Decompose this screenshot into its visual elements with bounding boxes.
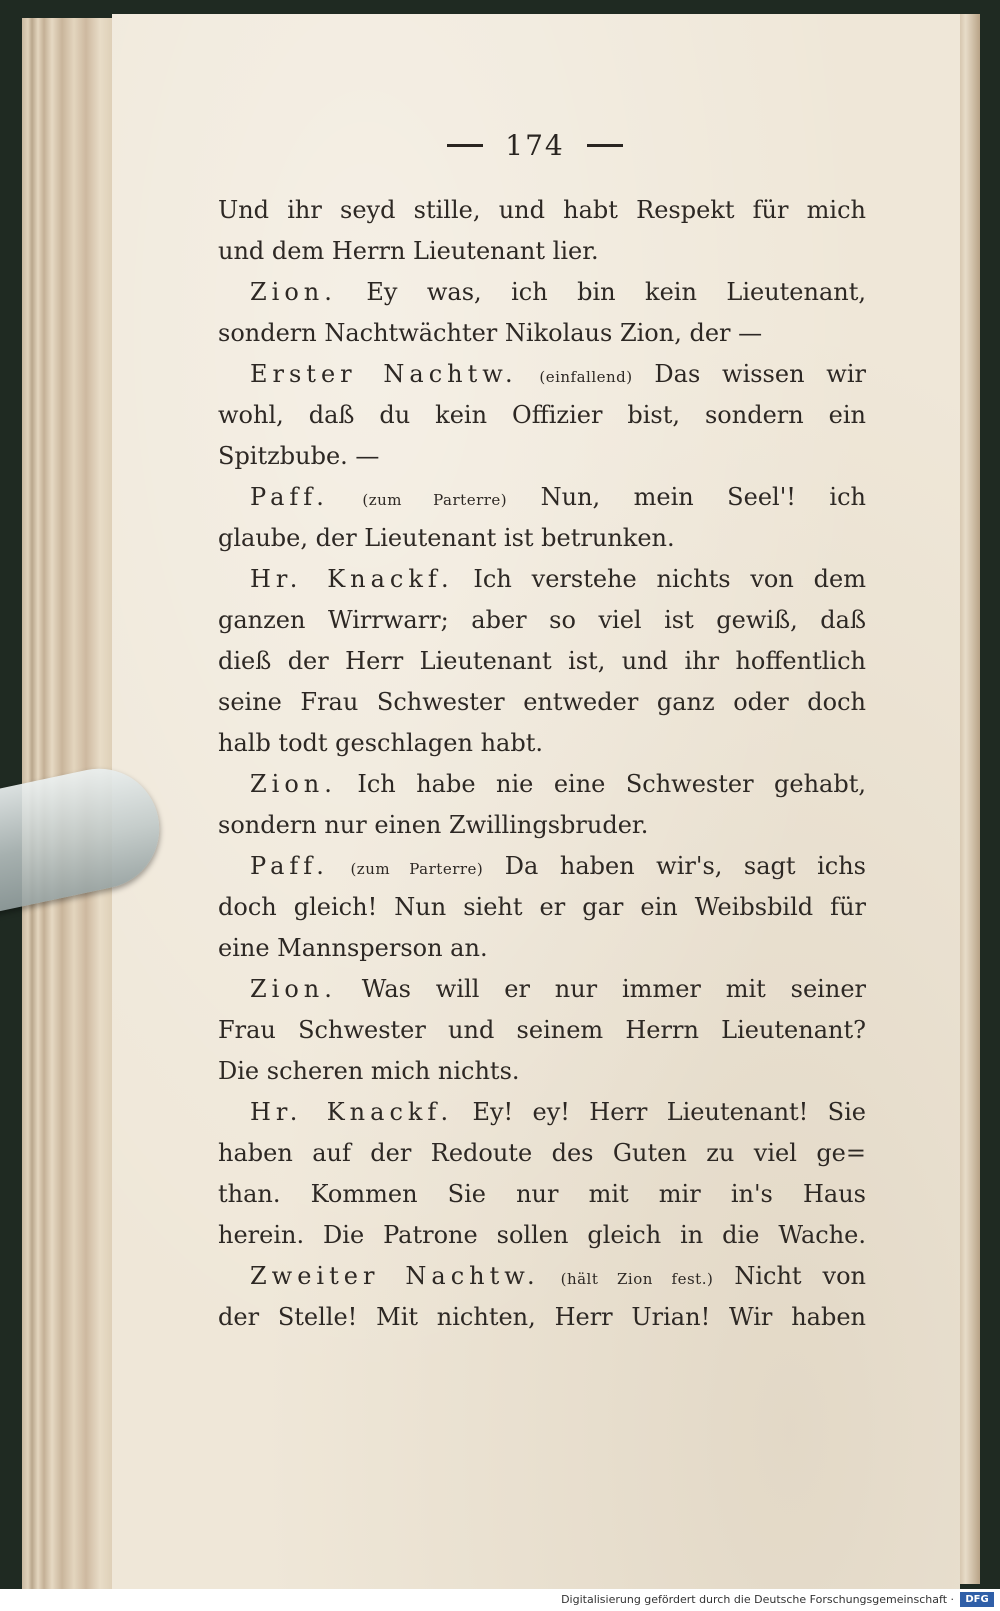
text-line: Frau Schwester und seinem Herrn Lieutenant?: [218, 1016, 866, 1044]
speech-line: Paff. (zum Parterre) Nun, mein Seel'! ich: [250, 483, 866, 511]
speech-line: Hr. Knackf. Ey! ey! Herr Lieutenant! Sie: [250, 1098, 866, 1126]
text-line: Spitzbube. —: [218, 442, 380, 470]
speaker-name: Zion.: [250, 770, 337, 798]
text-line: und dem Herrn Lieutenant lier.: [218, 237, 599, 265]
funding-credit: Digitalisierung gefördert durch die Deutsche Forschungsgemeinschaft ·: [561, 1593, 954, 1606]
speech-line: Hr. Knackf. Ich verstehe nichts von dem: [250, 565, 866, 593]
speech-line: Zion. Ey was, ich bin kein Lieutenant,: [250, 278, 866, 306]
stage-direction: (zum Parterre): [350, 860, 484, 878]
text-line: sondern nur einen Zwillingsbruder.: [218, 811, 649, 839]
page-header: [430, 125, 640, 165]
speech-line: Zion. Ich habe nie eine Schwester gehabt,: [250, 770, 866, 798]
text-line: sondern Nachtwächter Nikolaus Zion, der —: [218, 319, 763, 347]
stage-direction: (hält Zion fest.): [560, 1270, 714, 1288]
page-number: 174: [505, 128, 565, 162]
speaker-name: Zweiter Nachtw.: [250, 1262, 540, 1290]
header-dash-left: [447, 144, 483, 147]
text-line: halb todt geschlagen habt.: [218, 729, 543, 757]
speaker-name: Paff.: [250, 852, 329, 880]
text-line: herein. Die Patrone sollen gleich in die Wache.: [218, 1221, 866, 1249]
text-line: der Stelle! Mit nichten, Herr Urian! Wir haben: [218, 1303, 866, 1331]
text-line: haben auf der Redoute des Guten zu viel ge=: [218, 1139, 866, 1167]
stage-direction: (zum Parterre): [362, 491, 508, 509]
speaker-name: Erster Nachtw.: [250, 360, 518, 388]
text-line: eine Mannsperson an.: [218, 934, 488, 962]
text-line: wohl, daß du kein Offizier bist, sondern ein: [218, 401, 866, 429]
text-line: Und ihr seyd stille, und habt Respekt für mich: [218, 196, 866, 224]
speaker-name: Hr. Knackf.: [250, 565, 454, 593]
text-line: doch gleich! Nun sieht er gar ein Weibsbild für: [218, 893, 866, 921]
speech-line: Paff. (zum Parterre) Da haben wir's, sagt ichs: [250, 852, 866, 880]
speaker-name: Hr. Knackf.: [250, 1098, 454, 1126]
text-line: than. Kommen Sie nur mit mir in's Haus: [218, 1180, 866, 1208]
text-line: seine Frau Schwester entweder ganz oder doch: [218, 688, 866, 716]
header-dash-right: [587, 144, 623, 147]
text-line: Die scheren mich nichts.: [218, 1057, 520, 1085]
speaker-name: Zion.: [250, 975, 337, 1003]
speaker-name: Paff.: [250, 483, 329, 511]
text-line: dieß der Herr Lieutenant ist, und ihr hoffentlich: [218, 647, 866, 675]
dfg-logo: DFG: [960, 1592, 994, 1607]
text-block: [218, 190, 866, 1338]
speech-line: Erster Nachtw. (einfallend) Das wissen wir: [250, 360, 866, 388]
speech-line: Zion. Was will er nur immer mit seiner: [250, 975, 866, 1003]
speech-line: Zweiter Nachtw. (hält Zion fest.) Nicht von: [250, 1262, 866, 1290]
text-line: glaube, der Lieutenant ist betrunken.: [218, 524, 675, 552]
speaker-name: Zion.: [250, 278, 337, 306]
text-line: ganzen Wirrwarr; aber so viel ist gewiß, daß: [218, 606, 866, 634]
stage-direction: (einfallend): [539, 368, 633, 386]
